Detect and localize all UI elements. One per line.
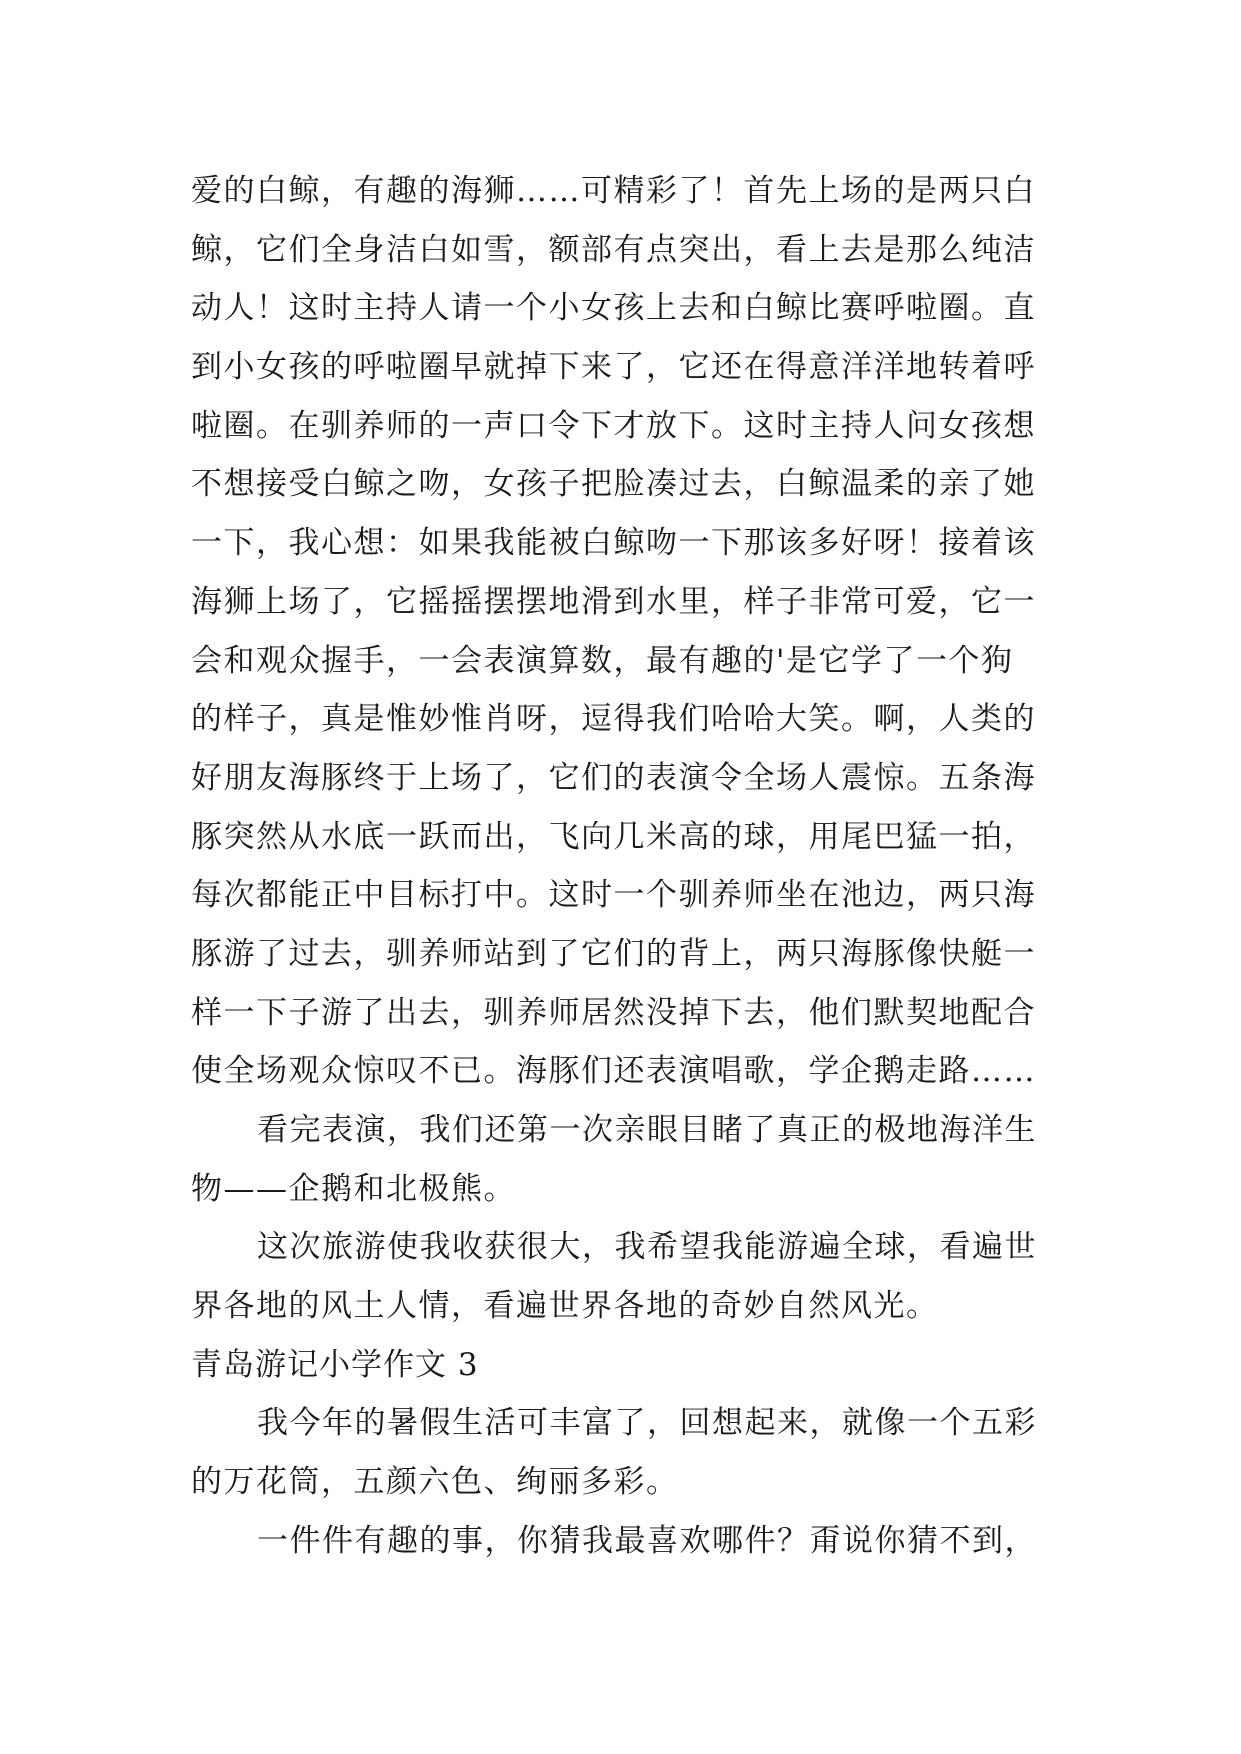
text-line: 的样子，真是惟妙惟肖呀，逗得我们哈哈大笑。啊，人类的: [191, 701, 1036, 738]
text-line: 海狮上场了，它摇摇摆摆地滑到水里，样子非常可爱，它一: [191, 583, 1036, 620]
paragraph-start-line: 看完表演，我们还第一次亲眼目睹了真正的极地海洋生: [257, 1112, 1037, 1148]
text-line: 使全场观众惊叹不已。海豚们还表演唱歌，学企鹅走路……: [191, 1053, 1036, 1090]
text-line: 好朋友海豚终于上场了，它们的表演令全场人震惊。五条海: [191, 759, 1036, 796]
paragraph-start-line: 这次旅游使我收获很大，我希望我能游遍全球，看遍世: [257, 1229, 1037, 1266]
section-heading: 青岛游记小学作文 3: [191, 1346, 479, 1383]
text-line: 不想接受白鲸之吻，女孩子把脸凑过去，白鲸温柔的亲了她: [191, 466, 1036, 503]
text-line: 物——企鹅和北极熊。: [191, 1170, 516, 1207]
text-line: 鲸，它们全身洁白如雪，额部有点突出，看上去是那么纯洁: [191, 231, 1036, 268]
text-line: 动人！这时主持人请一个小女孩上去和白鲸比赛呼啦圈。直: [191, 290, 1036, 327]
text-line: 每次都能正中目标打中。这时一个驯养师坐在池边，两只海: [191, 877, 1036, 914]
text-line: 一下，我心想：如果我能被白鲸吻一下那该多好呀！接着该: [191, 525, 1036, 562]
text-line: 啦圈。在驯养师的一声口令下才放下。这时主持人问女孩想: [191, 407, 1036, 444]
text-line: 豚突然从水底一跃而出，飞向几米高的球，用尾巴猛一拍，: [191, 818, 1036, 855]
text-line: 界各地的风土人情，看遍世界各地的奇妙自然风光。: [191, 1288, 939, 1325]
essay-text: [191, 162, 1071, 1571]
text-line: 的万花筒，五颜六色、绚丽多彩。: [191, 1464, 679, 1501]
paragraph-start-line: 一件件有趣的事，你猜我最喜欢哪件？甭说你猜不到，: [257, 1522, 1037, 1559]
paragraph-start-line: 我今年的暑假生活可丰富了，回想起来，就像一个五彩: [257, 1405, 1037, 1442]
text-line: 爱的白鲸，有趣的海狮……可精彩了！首先上场的是两只白: [191, 173, 1036, 209]
text-line: 到小女孩的呼啦圈早就掉下来了，它还在得意洋洋地转着呼: [191, 349, 1036, 386]
text-line: 豚游了过去，驯养师站到了它们的背上，两只海豚像快艇一: [191, 935, 1036, 972]
text-line: 样一下子游了出去，驯养师居然没掉下去，他们默契地配合: [191, 994, 1036, 1031]
text-line: 会和观众握手，一会表演算数，最有趣的'是它学了一个狗: [191, 642, 1014, 679]
